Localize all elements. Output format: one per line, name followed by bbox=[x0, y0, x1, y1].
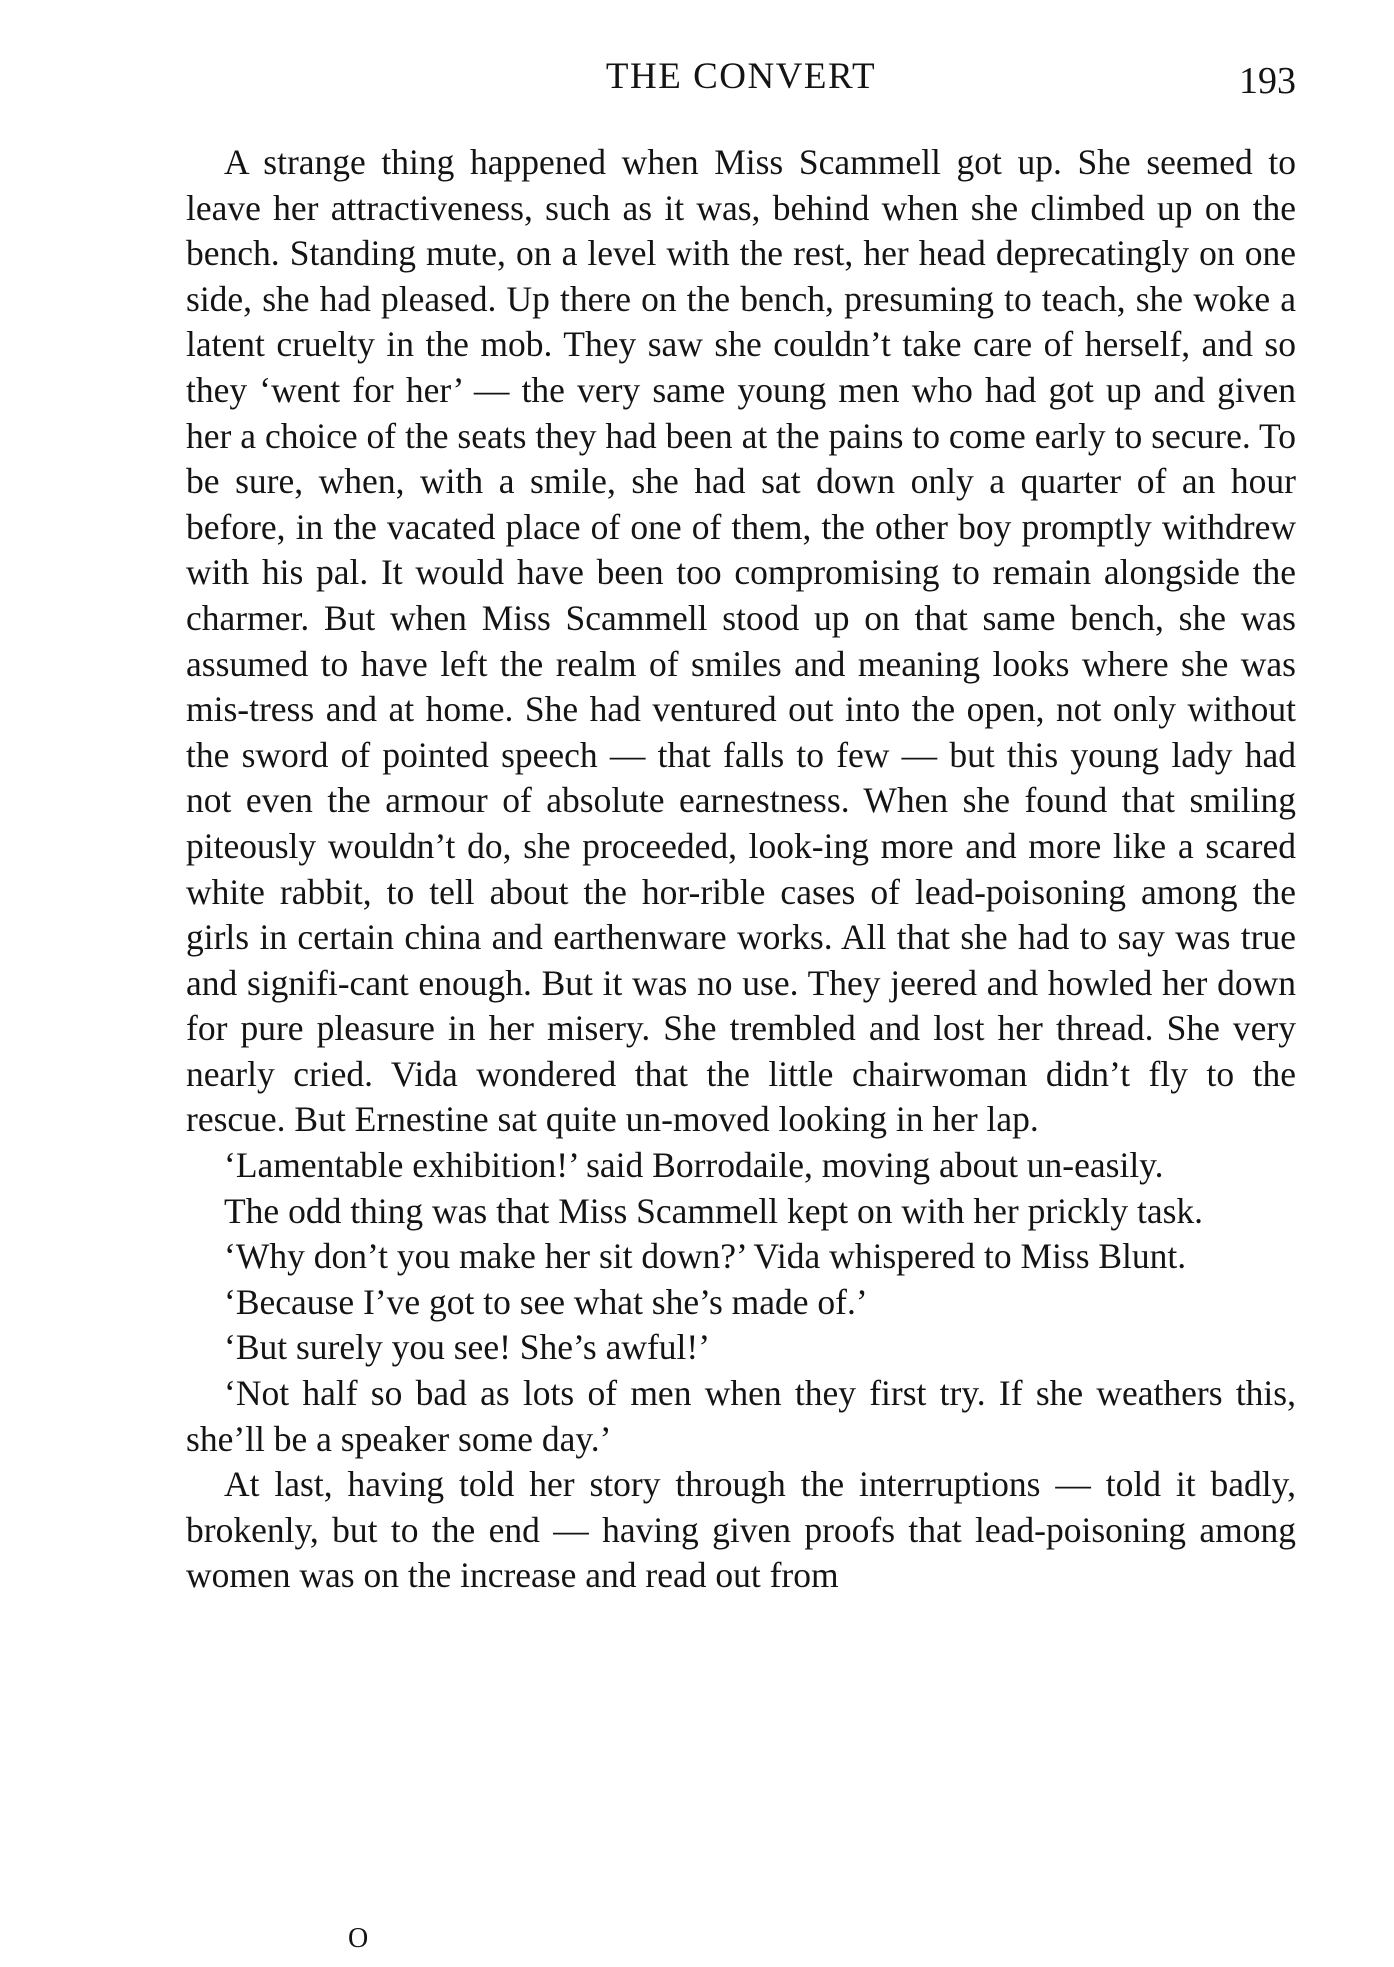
signature-mark: O bbox=[348, 1923, 369, 1954]
page-header bbox=[186, 52, 1296, 102]
page-number: 193 bbox=[1239, 60, 1296, 102]
paragraph: ‘Not half so bad as lots of men when they first try. If she weathers this, she’ll be a speaker some day.’ bbox=[186, 1373, 1296, 1459]
paragraph: ‘Why don’t you make her sit down?’ Vida whispered to Miss Blunt. bbox=[224, 1236, 1187, 1277]
paragraph: ‘But surely you see! She’s awful!’ bbox=[224, 1327, 711, 1368]
paragraph: A strange thing happened when Miss Scammell got up. She seemed to leave her attractiveness, such as it was, behind when she climbed up on the bench. Standing mute, on a level with the rest, her head deprecatingly on one side, she had pleased. Up there on the bench, presuming to teach, she woke a latent cruelty in the mob. They saw she couldn’t take care of herself, and so they ‘went for her’ — the very same young men who had got up and given her a choice of the seats they had been at the pains to come early to secure. To be sure, when, with a smile, she had sat down only a quarter of an hour before, in the vacated place of one of them, the other boy promptly withdrew with his pal. It would have been too compromising to remain alongside the charmer. But when Miss Scammell stood up on that same bench, she was assumed to have left the realm of smiles and meaning looks where she was mis-tress and at home. She had ventured out into the open, not only without the sword of pointed speech — that falls to few — but this young lady had not even the armour of absolute earnestness. When she found that smiling piteously wouldn’t do, she proceeded, look-ing more and more like a scared white rabbit, to tell about the hor-rible cases of lead-poisoning among the girls in certain china and earthenware works. All that she had to say was true and signifi-cant enough. But it was no use. They jeered and howled her down for pure pleasure in her misery. She trembled and lost her thread. She very nearly cried. Vida wondered that the little chairwoman didn’t fly to the rescue. But Ernestine sat quite un-moved looking in her lap. bbox=[186, 142, 1296, 1140]
body-text bbox=[186, 140, 1296, 1599]
running-head: THE CONVERT bbox=[605, 56, 877, 97]
paragraph: The odd thing was that Miss Scammell kept on with her prickly task. bbox=[224, 1190, 1204, 1231]
paragraph: ‘Because I’ve got to see what she’s made of.’ bbox=[224, 1281, 868, 1322]
paragraph: ‘Lamentable exhibition!’ said Borrodaile, moving about un-easily. bbox=[224, 1145, 1164, 1186]
paragraph: At last, having told her story through the interruptions — told it badly, brokenly, but to the end — having given proofs that lead-poisoning among women was on the increase and read out from bbox=[186, 1464, 1296, 1596]
